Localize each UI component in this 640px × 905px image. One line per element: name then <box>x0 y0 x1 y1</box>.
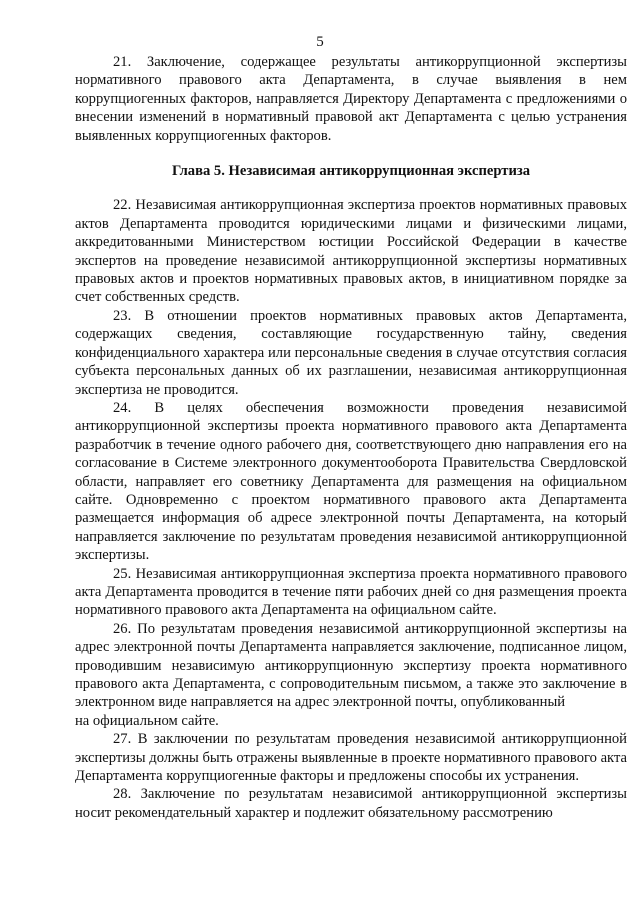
paragraph-25: 25. Независимая антикоррупционная экспертиза проекта нормативного правового акта Департамента проводится в течение пяти рабочих дней со дня размещения проекта нормативного правового акта Департамента на официальном сайте. <box>75 565 627 619</box>
paragraph-28: 28. Заключение по результатам независимой антикоррупционной экспертизы носит рекомендательный характер и подлежит обязательному рассмотрению <box>75 786 627 821</box>
paragraph-23: 23. В отношении проектов нормативных правовых актов Департамента, содержащих сведения, составляющие государственную тайну, сведения конфиденциального характера или персональные сведения в случае отсутствия согласия субъекта персональных данных об их разглашении, независимая антикоррупционная экспертиза не проводится. <box>75 307 627 398</box>
chapter-title: Глава 5. Независимая антикоррупционная экспертиза <box>171 163 531 180</box>
paragraph-22: 22. Независимая антикоррупционная экспертиза проектов нормативных правовых актов Департамента проводится юридическими лицами и физическими лицами, аккредитованными Министерством юстиции Российской Федерации в качестве экспертов на проведение независимой антикоррупционной экспертизы нормативных правовых актов и проектов нормативных правовых актов, в инициативном порядке за счет собственных средств. <box>75 197 627 306</box>
page-number: 5 <box>316 34 324 50</box>
paragraph-26-continuation: на официальном сайте. <box>75 712 219 729</box>
paragraph-27: 27. В заключении по результатам проведения независимой антикоррупционной экспертизы должны быть отражены выявленные в проекте нормативного правового акта Департамента коррупциогенные факторы и предложены способы их устранения. <box>75 731 627 785</box>
document-body <box>75 53 627 822</box>
paragraph-24: 24. В целях обеспечения возможности проведения независимой антикоррупционной экспертизы проекта нормативного правового акта Департамента разработчик в течение одного рабочего дня, соответствующего дню направления его на согласование в Системе электронного документооборота Правительства Свердловской области, направляет его советнику Департамента для размещения на официальном сайте. Одновременно с проектом нормативного правового акта Департамента размещается информация об адресе электронной почты Департамента, на который направляется заключение по результатам проведения независимой антикоррупционной экспертизы. <box>75 399 627 564</box>
paragraph-26: 26. По результатам проведения независимой антикоррупционной экспертизы на адрес электронной почты Департамента направляется заключение, подписанное лицом, проводившим независимую антикоррупционную экспертизу проекта нормативного правового акта Департамента, с сопроводительным письмом, а также это заключение в электронном виде направляется на адрес электронной почты, опубликованный <box>75 620 627 711</box>
paragraph-21: 21. Заключение, содержащее результаты антикоррупционной экспертизы нормативного правового акта Департамента, в случае выявления в нем коррупциогенных факторов, направляется Директору Департамента с предложениями о внесении изменений в нормативный правовой акт Департамента с целью устранения выявленных коррупциогенных факторов. <box>75 54 627 144</box>
